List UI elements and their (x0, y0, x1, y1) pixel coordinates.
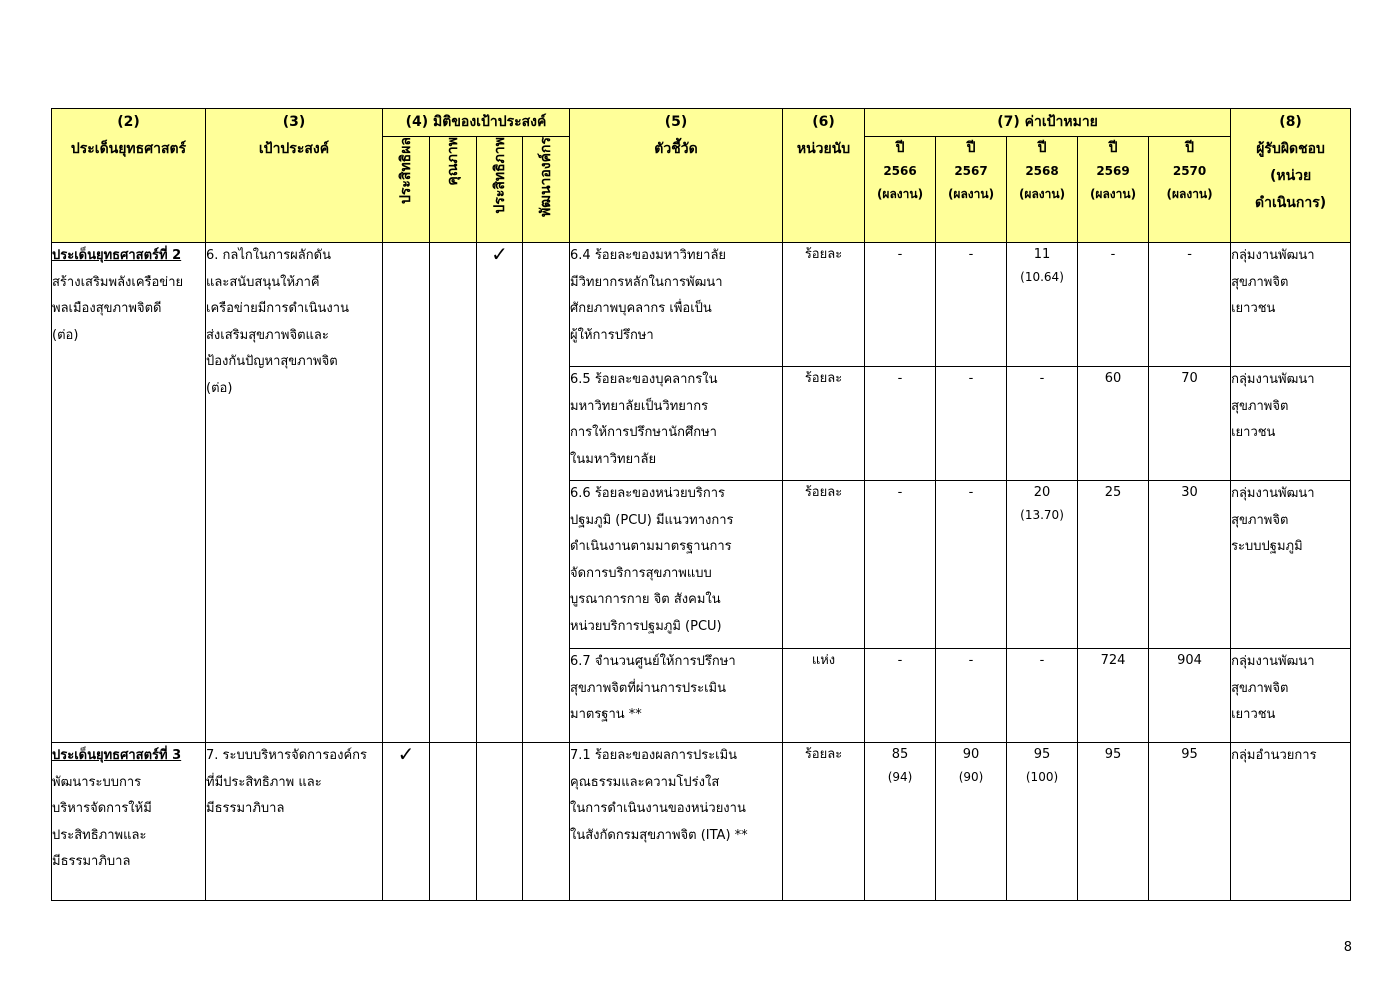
target-cell: - (936, 649, 1007, 743)
header-dimension: ประสิทธิผล (383, 137, 430, 243)
header-year: ปี 2569 (ผลงาน) (1078, 137, 1149, 243)
responsible-cell: กลุ่มอำนวยการ (1231, 743, 1351, 901)
strategy-cell: ประเด็นยุทธศาสตร์ที่ 3 พัฒนาระบบการ บริหารจัดการให้มี ประสิทธิภาพและ มีธรรมาภิบาล (52, 743, 206, 901)
strategy-table (51, 108, 1351, 901)
header-goal: (3) เป้าประสงค์ (206, 109, 383, 243)
target-cell: - (1078, 243, 1149, 367)
header-targets: (7) ค่าเป้าหมาย (865, 109, 1231, 137)
strategy-cell: ประเด็นยุทธศาสตร์ที่ 2 สร้างเสริมพลังเครือข่าย พลเมืองสุขภาพจิตดี (ต่อ) (52, 243, 206, 743)
header-year: ปี 2566 (ผลงาน) (865, 137, 936, 243)
unit-cell: ร้อยละ (783, 243, 865, 367)
header-dimension: พัฒนาองค์กร (523, 137, 570, 243)
target-cell: 95 (1078, 743, 1149, 901)
header-dimension: คุณภาพ (430, 137, 477, 243)
dimension-cell (383, 243, 430, 743)
header-year: ปี 2568 (ผลงาน) (1007, 137, 1078, 243)
target-cell: 904 (1149, 649, 1231, 743)
target-cell: 25 (1078, 481, 1149, 649)
indicator-cell: 6.6 ร้อยละของหน่วยบริการ ปฐมภูมิ (PCU) มีแนวทางการ ดำเนินงานตามมาตรฐานการ จัดการบริการสุขภาพแบบ บูรณาการกาย จิต สังคมใน หน่วยบริการปฐมภูมิ (PCU) (570, 481, 783, 649)
goal-cell: 7. ระบบบริหารจัดการองค์กร ที่มีประสิทธิภาพ และ มีธรรมาภิบาล (206, 743, 383, 901)
responsible-cell: กลุ่มงานพัฒนา สุขภาพจิต เยาวชน (1231, 649, 1351, 743)
table-row (52, 743, 1351, 901)
dimension-cell (430, 743, 477, 901)
target-cell: 85 (94) (865, 743, 936, 901)
target-cell: 95 (100) (1007, 743, 1078, 901)
target-cell: - (1007, 367, 1078, 481)
page-number: 8 (1343, 940, 1352, 955)
header-dimensions: (4) มิติของเป้าประสงค์ (383, 109, 570, 137)
header-year: ปี 2570 (ผลงาน) (1149, 137, 1231, 243)
target-cell: 90 (90) (936, 743, 1007, 901)
target-cell: 724 (1078, 649, 1149, 743)
header-dimension: ประสิทธิภาพ (477, 137, 523, 243)
target-cell: - (1149, 243, 1231, 367)
unit-cell: ร้อยละ (783, 367, 865, 481)
header-strategy: (2) ประเด็นยุทธศาสตร์ (52, 109, 206, 243)
target-cell: 11 (10.64) (1007, 243, 1078, 367)
dimension-cell (523, 743, 570, 901)
dimension-cell (477, 743, 523, 901)
target-cell: - (936, 481, 1007, 649)
responsible-cell: กลุ่มงานพัฒนา สุขภาพจิต ระบบปฐมภูมิ (1231, 481, 1351, 649)
indicator-cell: 6.7 จำนวนศูนย์ให้การปรึกษา สุขภาพจิตที่ผ่านการประเมิน มาตรฐาน ** (570, 649, 783, 743)
header-year: ปี 2567 (ผลงาน) (936, 137, 1007, 243)
check-mark: ✓ (383, 743, 430, 901)
target-cell: - (865, 243, 936, 367)
target-cell: - (865, 367, 936, 481)
target-cell: 20 (13.70) (1007, 481, 1078, 649)
dimension-cell (430, 243, 477, 743)
dimension-cell (523, 243, 570, 743)
header-responsible: (8) ผู้รับผิดชอบ (หน่วย ดำเนินการ) (1231, 109, 1351, 243)
target-cell: - (1007, 649, 1078, 743)
target-cell: - (936, 243, 1007, 367)
goal-cell: 6. กลไกในการผลักดัน และสนับสนุนให้ภาคี เครือข่ายมีการดำเนินงาน ส่งเสริมสุขภาพจิตและ ป้องกันปัญหาสุขภาพจิต (ต่อ) (206, 243, 383, 743)
header-unit: (6) หน่วยนับ (783, 109, 865, 243)
unit-cell: ร้อยละ (783, 743, 865, 901)
target-cell: - (865, 649, 936, 743)
target-cell: 60 (1078, 367, 1149, 481)
unit-cell: แห่ง (783, 649, 865, 743)
indicator-cell: 6.5 ร้อยละของบุคลากรใน มหาวิทยาลัยเป็นวิทยากร การให้การปรึกษานักศึกษา ในมหาวิทยาลัย (570, 367, 783, 481)
target-cell: 95 (1149, 743, 1231, 901)
target-cell: - (865, 481, 936, 649)
responsible-cell: กลุ่มงานพัฒนา สุขภาพจิต เยาวชน (1231, 367, 1351, 481)
target-cell: 70 (1149, 367, 1231, 481)
check-mark: ✓ (477, 243, 523, 743)
unit-cell: ร้อยละ (783, 481, 865, 649)
indicator-cell: 7.1 ร้อยละของผลการประเมิน คุณธรรมและความโปร่งใส ในการดำเนินงานของหน่วยงาน ในสังกัดกรมสุขภาพจิต (ITA) ** (570, 743, 783, 901)
header-indicator: (5) ตัวชี้วัด (570, 109, 783, 243)
responsible-cell: กลุ่มงานพัฒนา สุขภาพจิต เยาวชน (1231, 243, 1351, 367)
table-row (52, 243, 1351, 367)
indicator-cell: 6.4 ร้อยละของมหาวิทยาลัย มีวิทยากรหลักในการพัฒนา ศักยภาพบุคลากร เพื่อเป็น ผู้ให้การปรึกษา (570, 243, 783, 367)
target-cell: - (936, 367, 1007, 481)
target-cell: 30 (1149, 481, 1231, 649)
